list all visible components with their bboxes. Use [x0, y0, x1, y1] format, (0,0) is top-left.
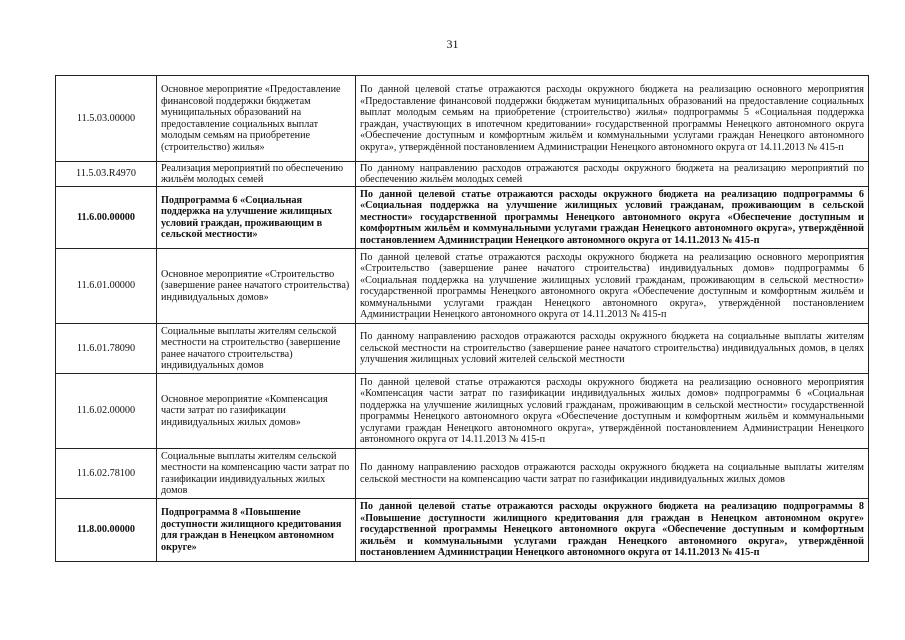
name-cell: Социальные выплаты жителям сельской местности на компенсацию части затрат по газификации индивидуальных жилых домов [157, 449, 356, 499]
code-cell: 11.6.01.00000 [56, 249, 157, 324]
code-cell: 11.6.00.00000 [56, 187, 157, 249]
name-cell: Основное мероприятие «Компенсация части затрат по газификации индивидуальных жилых домов» [157, 374, 356, 449]
code-cell: 11.6.01.78090 [56, 324, 157, 374]
name-cell: Социальные выплаты жителям сельской местности на строительство (завершение ранее начатого строительства) индивидуальных домов [157, 324, 356, 374]
description-cell: По данному направлению расходов отражаются расходы окружного бюджета на реализацию мероприятий по обеспечению жильём молодых семей [356, 162, 869, 187]
table-row [56, 162, 869, 187]
name-cell: Основное мероприятие «Строительство (завершение ранее начатого строительства) индивидуальных домов» [157, 249, 356, 324]
description-cell: По данной целевой статье отражаются расходы окружного бюджета на реализацию подпрограммы 6 «Социальная поддержка на улучшение жилищных условий гражданам, проживающим в сельской местности» государственной программы Ненецкого автономного округа «Обеспечение доступным и комфортным жильём и коммунальными услугами граждан Ненецкого автономного округа», утверждённой постановлением Администрации Ненецкого автономного округа от 14.11.2013 № 415-п [356, 187, 869, 249]
table-row [56, 76, 869, 162]
table-row [56, 499, 869, 562]
name-cell: Основное мероприятие «Предоставление финансовой поддержки бюджетам муниципальных образований на предоставление социальных выплат молодым семьям на приобретение (строительство) жилья» [157, 76, 356, 162]
code-cell: 11.8.00.00000 [56, 499, 157, 562]
description-cell: По данному направлению расходов отражаются расходы окружного бюджета на социальные выплаты жителям сельской местности на строительство (завершение ранее начатого строительства) индивидуальных домов, в целях улучшения жилищных условий жителей сельской местности [356, 324, 869, 374]
table-row [56, 249, 869, 324]
table-row [56, 374, 869, 449]
description-cell: По данной целевой статье отражаются расходы окружного бюджета на реализацию подпрограммы 8 «Повышение доступности жилищного кредитования для граждан в Ненецком автономном округе» государственной программы Ненецкого автономного округа «Обеспечение доступным и комфортным жильём и коммунальными услугами граждан Ненецкого автономного округа», утверждённой постановлением Администрации Ненецкого автономного округа от 14.11.2013 № 415-п [356, 499, 869, 562]
description-cell: По данной целевой статье отражаются расходы окружного бюджета на реализацию основного мероприятия «Строительство (завершение ранее начатого строительства) индивидуальных домов» подпрограммы 6 «Социальная поддержка на улучшение жилищных условий гражданам, проживающим в сельской местности» государственной программы Ненецкого автономного округа «Обеспечение доступным и комфортным жильём и коммунальными услугами граждан Ненецкого автономного округа», утверждённой постановлением Администрации Ненецкого автономного округа от 14.11.2013 № 415-п [356, 249, 869, 324]
page-number: 31 [446, 37, 459, 51]
name-cell: Подпрограмма 6 «Социальная поддержка на улучшение жилищных условий граждан, проживающим в сельской местности» [157, 187, 356, 249]
code-cell: 11.6.02.00000 [56, 374, 157, 449]
name-cell: Реализация мероприятий по обеспечению жильём молодых семей [157, 162, 356, 187]
table-row [56, 187, 869, 249]
description-cell: По данной целевой статье отражаются расходы окружного бюджета на реализацию основного мероприятия «Предоставление финансовой поддержки бюджетам муниципальных образований на предоставление социальных выплат молодым семьям на приобретение (строительство) жилья» подпрограммы 5 «Социальная поддержка граждан, участвующих в ипотечном кредитовании» государственной программы Ненецкого автономного округа «Обеспечение доступным и комфортным жильём и коммунальными услугами граждан Ненецкого автономного округа», утверждённой постановлением Администрации Ненецкого автономного округа от 14.11.2013 № 415-п [356, 76, 869, 162]
code-cell: 11.5.03.R4970 [56, 162, 157, 187]
budget-classification-table [55, 75, 869, 562]
table-row [56, 324, 869, 374]
table-row [56, 449, 869, 499]
code-cell: 11.5.03.00000 [56, 76, 157, 162]
code-cell: 11.6.02.78100 [56, 449, 157, 499]
description-cell: По данной целевой статье отражаются расходы окружного бюджета на реализацию основного мероприятия «Компенсация части затрат по газификации индивидуальных жилых домов» подпрограммы 6 «Социальная поддержка на улучшение жилищных условий гражданам, проживающим в сельской местности» государственной программы Ненецкого автономного округа «Обеспечение доступным и комфортным жильём и коммунальными услугами граждан Ненецкого автономного округа», утверждённой постановлением Администрации Ненецкого автономного округа от 14.11.2013 № 415-п [356, 374, 869, 449]
description-cell: По данному направлению расходов отражаются расходы окружного бюджета на социальные выплаты жителям сельской местности на компенсацию части затрат по газификации индивидуальных жилых домов [356, 449, 869, 499]
name-cell: Подпрограмма 8 «Повышение доступности жилищного кредитования для граждан в Ненецком автономном округе» [157, 499, 356, 562]
